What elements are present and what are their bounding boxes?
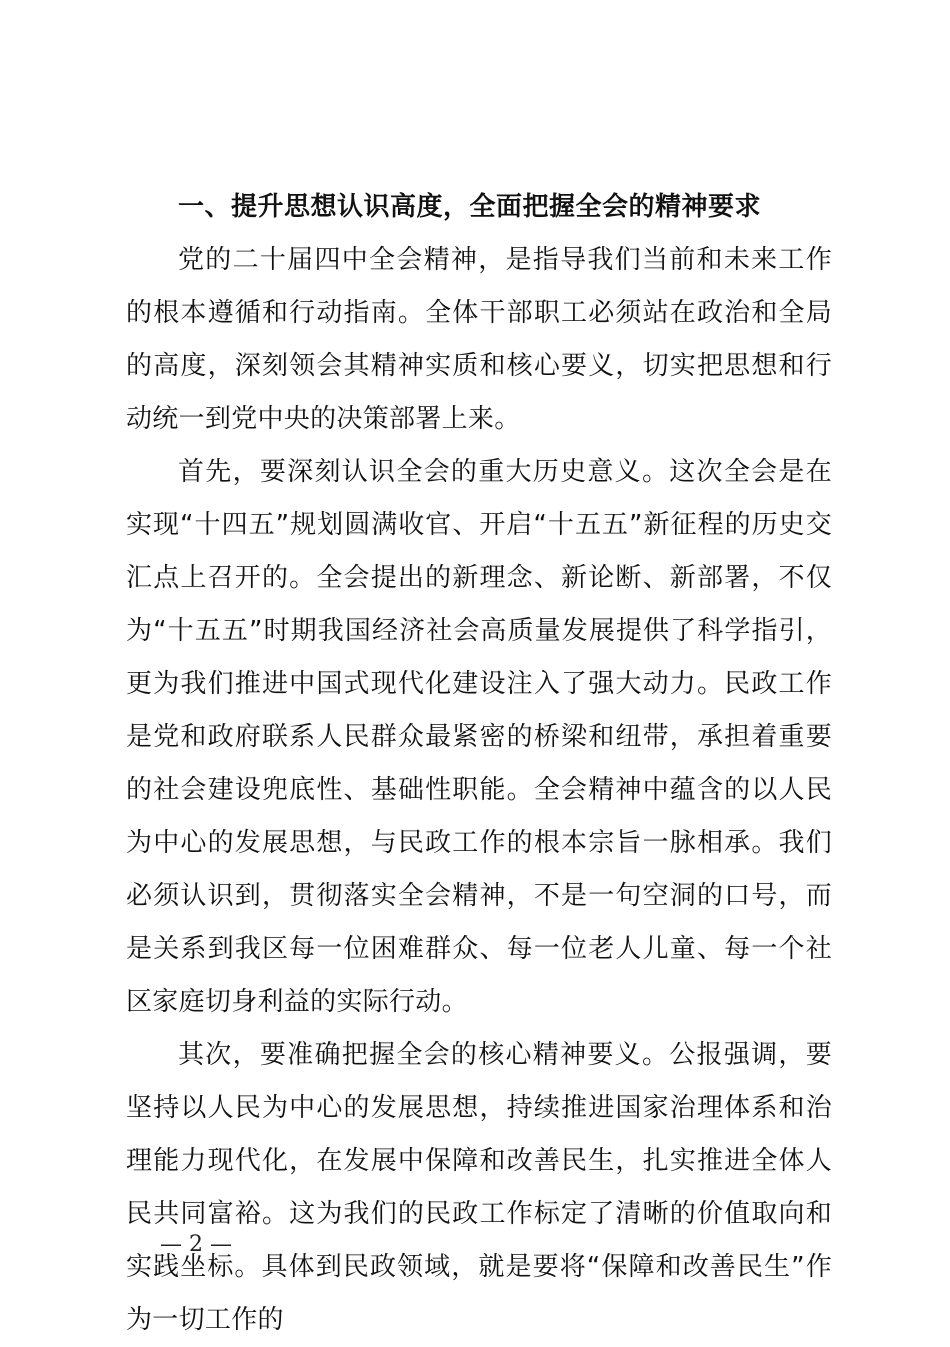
paragraph-2: 首先，要深刻认识全会的重大历史意义。这次全会是在实现“十四五”规划圆满收官、开启“十五五”新征程的历史交汇点上召开的。全会提出的新理念、新论断、新部署，不仅为“十五五”时期我国经济社会高质量发展提供了科学指引，更为我们推进中国式现代化建设注入了强大动力。民政工作是党和政府联系人民群众最紧密的桥梁和纽带，承担着重要的社会建设兜底性、基础性职能。全会精神中蕴含的以人民为中心的发展思想，与民政工作的根本宗旨一脉相承。我们必须认识到，贯彻落实全会精神，不是一句空洞的口号，而是关系到我区每一位困难群众、每一位老人儿童、每一个社区家庭切身利益的实际行动。 (126, 457, 832, 1017)
page-number: — 2 — (160, 1232, 232, 1257)
section-heading: 一、提升思想认识高度，全面把握全会的精神要求 (178, 192, 762, 222)
paragraph-1: 党的二十届四中全会精神，是指导我们当前和未来工作的根本遵循和行动指南。全体干部职工必须站在政治和全局的高度，深刻领会其精神实质和核心要义，切实把思想和行动统一到党中央的决策部署上来。 (126, 245, 832, 434)
document-body (126, 180, 832, 1347)
paragraph-3: 其次，要准确把握全会的核心精神要义。公报强调，要坚持以人民为中心的发展思想，持续推进国家治理体系和治理能力现代化，在发展中保障和改善民生，扎实推进全体人民共同富裕。这为我们的民政工作标定了清晰的价值取向和实践坐标。具体到民政领域，就是要将“保障和改善民生”作为一切工作的 (126, 1040, 832, 1335)
